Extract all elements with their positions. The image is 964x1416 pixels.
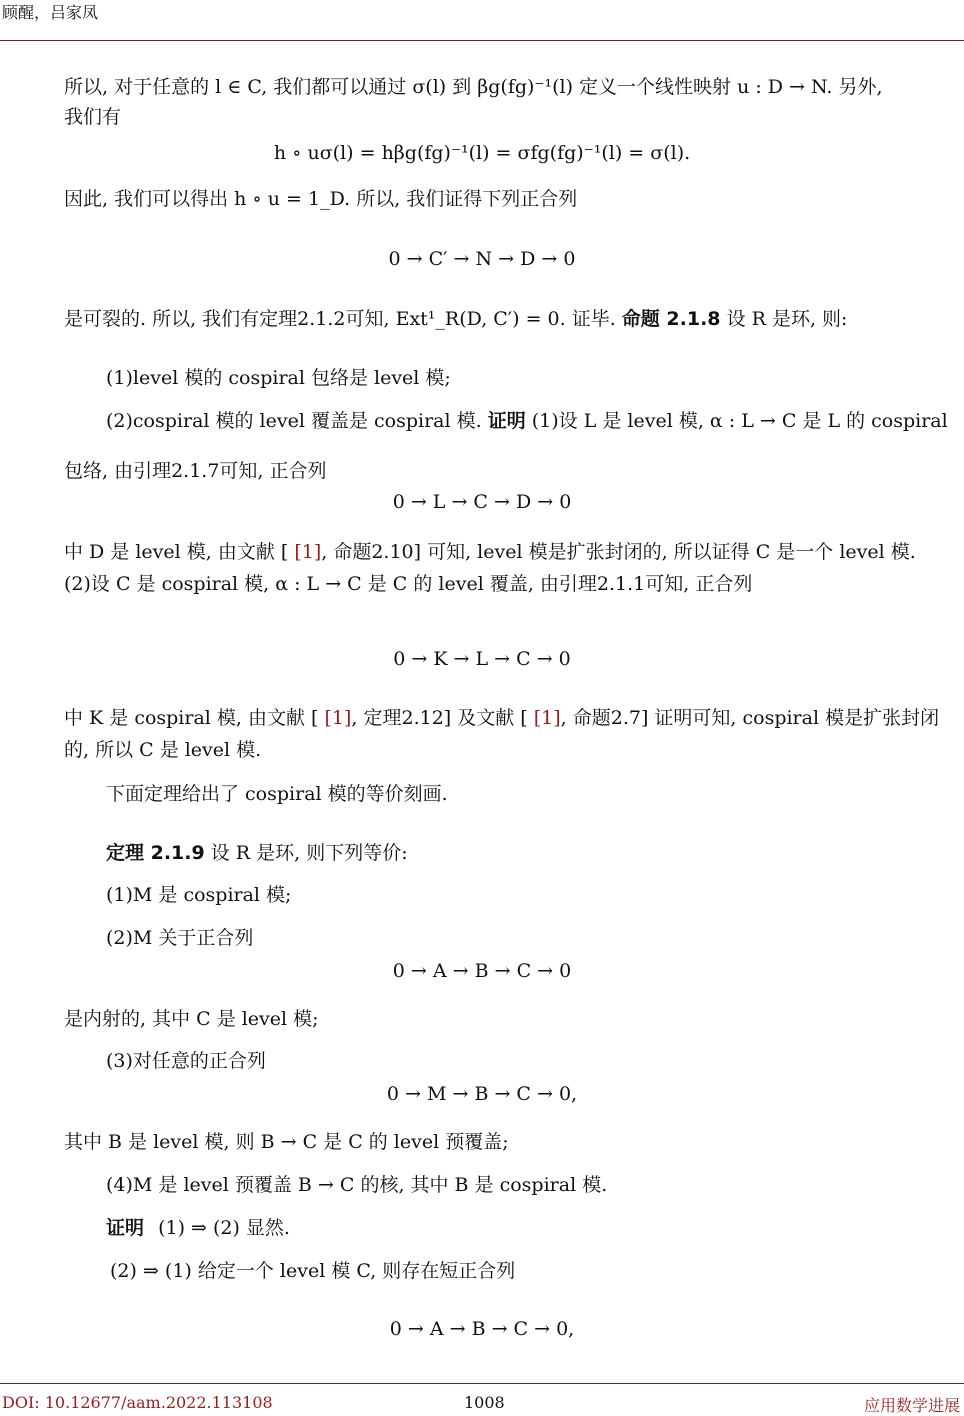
journal-name-link[interactable]: 应用数学进展 bbox=[863, 1396, 960, 1415]
text-run: 是可裂的. 所以, 我们有定理2.1.2可知, Ext¹_R(D, C′) = 0. 证毕. bbox=[64, 308, 616, 330]
display-equation: 0 → A → B → C → 0, bbox=[389, 1318, 575, 1340]
paragraph-line bbox=[64, 539, 916, 565]
paragraph-line: 其中 B 是 level 模, 则 B → C 是 C 的 level 预覆盖; bbox=[64, 1131, 509, 1153]
theorem-heading bbox=[106, 840, 408, 866]
list-item: (1)M 是 cospiral 模; bbox=[106, 884, 292, 906]
theorem-label: 定理 2.1.9 bbox=[106, 842, 205, 864]
list-item bbox=[106, 408, 948, 434]
citation-link[interactable]: [1] bbox=[324, 707, 352, 729]
paragraph-line: 的, 所以 C 是 level 模. bbox=[64, 739, 262, 761]
text-run: 设 R 是环, 则: bbox=[726, 308, 848, 330]
text-run: 设 R 是环, 则下列等价: bbox=[210, 842, 408, 864]
citation-link[interactable]: [1] bbox=[294, 541, 322, 563]
text-run: (1)设 L 是 level 模, α : L → C 是 L 的 cospiral bbox=[531, 410, 948, 432]
display-equation: h ∘ uσ(l) = hβg(fg)⁻¹(l) = σfg(fg)⁻¹(l) = σ(l). bbox=[273, 142, 691, 164]
display-equation: 0 → C′ → N → D → 0 bbox=[388, 248, 576, 270]
text-run: (1) ⇒ (2) 显然. bbox=[158, 1217, 290, 1239]
paragraph-line: 下面定理给出了 cospiral 模的等价刻画. bbox=[106, 783, 448, 805]
proof-line: (2) ⇒ (1) 给定一个 level 模 C, 则存在短正合列 bbox=[110, 1260, 516, 1282]
paragraph-line: 是内射的, 其中 C 是 level 模; bbox=[64, 1008, 319, 1030]
paragraph-line bbox=[64, 705, 939, 731]
proposition-label: 命题 2.1.8 bbox=[621, 308, 721, 330]
paragraph-line: 我们有 bbox=[64, 106, 122, 128]
display-equation: 0 → M → B → C → 0, bbox=[386, 1083, 578, 1105]
paragraph-line: 所以, 对于任意的 l ∈ C, 我们都可以通过 σ(l) 到 βg(fg)⁻¹(l) 定义一个线性映射 u : D → N. 另外, bbox=[64, 76, 883, 98]
citation-link[interactable]: [1] bbox=[533, 707, 561, 729]
text-run: 中 D 是 level 模, 由文献 [ bbox=[64, 541, 295, 563]
paragraph-line: 包络, 由引理2.1.7可知, 正合列 bbox=[64, 460, 327, 482]
proof-label: 证明 bbox=[106, 1217, 145, 1239]
proof-label: 证明 bbox=[487, 410, 526, 432]
display-equation: 0 → A → B → C → 0 bbox=[392, 960, 572, 982]
paragraph-line: 因此, 我们可以得出 h ∘ u = 1_D. 所以, 我们证得下列正合列 bbox=[64, 188, 578, 210]
list-item: (1)level 模的 cospiral 包络是 level 模; bbox=[106, 367, 451, 389]
doi-link[interactable]: DOI: 10.12677/aam.2022.113108 bbox=[2, 1393, 273, 1412]
running-header: 顾醒，吕家凤 bbox=[2, 3, 99, 22]
list-item: (3)对任意的正合列 bbox=[106, 1050, 266, 1072]
header-rule bbox=[0, 40, 964, 41]
footer-rule bbox=[0, 1383, 964, 1384]
paragraph-line bbox=[64, 306, 847, 332]
text-run: , 命题2.7] 证明可知, cospiral 模是扩张封闭 bbox=[560, 707, 940, 729]
text-run: (2)cospiral 模的 level 覆盖是 cospiral 模. bbox=[106, 410, 482, 432]
list-item: (4)M 是 level 预覆盖 B → C 的核, 其中 B 是 cospiral 模. bbox=[106, 1174, 608, 1196]
proof-line bbox=[106, 1215, 290, 1241]
display-equation: 0 → L → C → D → 0 bbox=[392, 491, 572, 513]
paragraph-line: (2)设 C 是 cospiral 模, α : L → C 是 C 的 level 覆盖, 由引理2.1.1可知, 正合列 bbox=[64, 573, 753, 595]
display-equation: 0 → K → L → C → 0 bbox=[393, 648, 571, 670]
text-run: 中 K 是 cospiral 模, 由文献 [ bbox=[64, 707, 325, 729]
text-run: , 命题2.10] 可知, level 模是扩张封闭的, 所以证得 C 是一个 level 模. bbox=[321, 541, 916, 563]
page-number: 1008 bbox=[464, 1393, 505, 1412]
list-item: (2)M 关于正合列 bbox=[106, 927, 254, 949]
text-run: , 定理2.12] 及文献 [ bbox=[351, 707, 534, 729]
